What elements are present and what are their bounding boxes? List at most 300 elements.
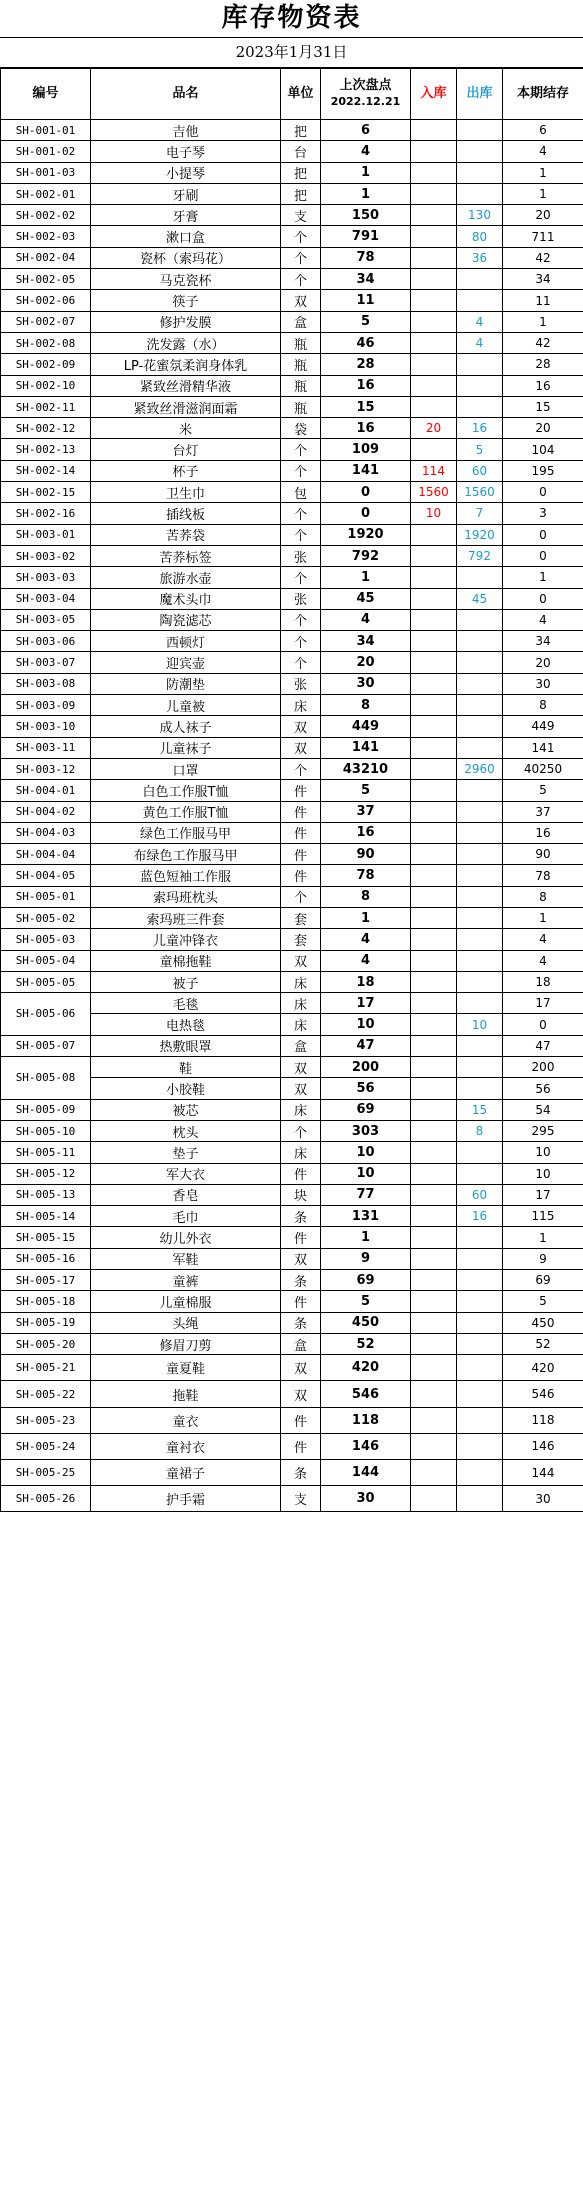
- item-code: SH-002-14: [1, 460, 91, 481]
- item-name: 筷子: [91, 290, 281, 311]
- item-balance: 141: [503, 737, 583, 758]
- table-row: [1, 205, 583, 226]
- item-code: SH-005-21: [1, 1355, 91, 1381]
- item-code: SH-003-09: [1, 695, 91, 716]
- item-code: SH-005-19: [1, 1312, 91, 1333]
- table-row: [1, 1355, 583, 1381]
- item-in: [411, 609, 457, 630]
- item-in: 114: [411, 460, 457, 481]
- item-in: [411, 780, 457, 801]
- item-out: [457, 162, 503, 183]
- item-opening: 8: [321, 695, 411, 716]
- item-balance: 20: [503, 205, 583, 226]
- table-row: [1, 120, 583, 141]
- item-balance: 34: [503, 631, 583, 652]
- item-unit: 张: [281, 588, 321, 609]
- item-name: 台灯: [91, 439, 281, 460]
- inventory-table: [0, 68, 583, 1512]
- item-balance: 78: [503, 865, 583, 886]
- item-in: [411, 844, 457, 865]
- item-unit: 个: [281, 460, 321, 481]
- item-out: 4: [457, 311, 503, 332]
- item-unit: 张: [281, 545, 321, 566]
- item-unit: 床: [281, 1099, 321, 1120]
- item-balance: 17: [503, 993, 583, 1014]
- item-code: SH-002-06: [1, 290, 91, 311]
- item-in: [411, 247, 457, 268]
- item-unit: 件: [281, 1407, 321, 1433]
- item-opening: 69: [321, 1099, 411, 1120]
- table-row: [1, 503, 583, 524]
- item-opening: 303: [321, 1120, 411, 1141]
- item-in: [411, 1014, 457, 1035]
- item-unit: 件: [281, 1291, 321, 1312]
- item-name: 童衣: [91, 1407, 281, 1433]
- item-in: [411, 205, 457, 226]
- item-in: [411, 588, 457, 609]
- table-row: [1, 1163, 583, 1184]
- item-name: 头绳: [91, 1312, 281, 1333]
- item-opening: 1: [321, 567, 411, 588]
- item-code: SH-002-08: [1, 332, 91, 353]
- item-balance: 16: [503, 822, 583, 843]
- table-row: [1, 1381, 583, 1407]
- item-in: [411, 971, 457, 992]
- item-unit: 双: [281, 1355, 321, 1381]
- item-balance: 47: [503, 1035, 583, 1056]
- item-code: SH-005-03: [1, 929, 91, 950]
- item-out: [457, 269, 503, 290]
- item-code: SH-003-12: [1, 758, 91, 779]
- item-name: 童夏鞋: [91, 1355, 281, 1381]
- item-in: [411, 673, 457, 694]
- item-opening: 200: [321, 1057, 411, 1078]
- item-out: 8: [457, 1120, 503, 1141]
- item-balance: 0: [503, 524, 583, 545]
- item-name: 陶瓷滤芯: [91, 609, 281, 630]
- item-out: 792: [457, 545, 503, 566]
- item-out: [457, 290, 503, 311]
- item-opening: 450: [321, 1312, 411, 1333]
- item-opening: 9: [321, 1248, 411, 1269]
- item-opening: 109: [321, 439, 411, 460]
- item-opening: 141: [321, 737, 411, 758]
- table-row: [1, 1248, 583, 1269]
- item-in: [411, 1099, 457, 1120]
- table-row: [1, 439, 583, 460]
- item-unit: 瓶: [281, 332, 321, 353]
- item-balance: 6: [503, 120, 583, 141]
- item-code: SH-004-05: [1, 865, 91, 886]
- item-balance: 195: [503, 460, 583, 481]
- item-name: 修眉刀剪: [91, 1333, 281, 1354]
- item-opening: 18: [321, 971, 411, 992]
- item-code: SH-005-12: [1, 1163, 91, 1184]
- item-in: [411, 1312, 457, 1333]
- table-row: [1, 780, 583, 801]
- item-in: [411, 822, 457, 843]
- item-in: [411, 332, 457, 353]
- table-row: [1, 886, 583, 907]
- item-opening: 546: [321, 1381, 411, 1407]
- table-row: [1, 673, 583, 694]
- item-code: SH-005-20: [1, 1333, 91, 1354]
- item-code: SH-005-05: [1, 971, 91, 992]
- item-in: [411, 758, 457, 779]
- table-row: [1, 226, 583, 247]
- item-balance: 42: [503, 332, 583, 353]
- item-unit: 把: [281, 183, 321, 204]
- item-in: [411, 290, 457, 311]
- table-row: [1, 1184, 583, 1205]
- item-balance: 420: [503, 1355, 583, 1381]
- item-in: [411, 1270, 457, 1291]
- table-row: [1, 1057, 583, 1078]
- item-name: 米: [91, 418, 281, 439]
- item-code: SH-002-12: [1, 418, 91, 439]
- item-code: SH-003-10: [1, 716, 91, 737]
- item-name: 卫生巾: [91, 482, 281, 503]
- header-unit: 单位: [281, 69, 321, 120]
- item-name: 漱口盒: [91, 226, 281, 247]
- item-name: 被子: [91, 971, 281, 992]
- item-out: [457, 1270, 503, 1291]
- item-code: SH-002-11: [1, 396, 91, 417]
- header-row: [1, 69, 583, 120]
- item-code: SH-002-04: [1, 247, 91, 268]
- item-out: [457, 396, 503, 417]
- item-out: 1920: [457, 524, 503, 545]
- item-out: [457, 950, 503, 971]
- item-name: 苦荞标签: [91, 545, 281, 566]
- item-opening: 47: [321, 1035, 411, 1056]
- table-row: [1, 162, 583, 183]
- item-unit: 条: [281, 1459, 321, 1485]
- item-name: 杯子: [91, 460, 281, 481]
- table-row: [1, 311, 583, 332]
- table-row: [1, 737, 583, 758]
- item-balance: 30: [503, 1486, 583, 1512]
- item-in: [411, 375, 457, 396]
- item-code: SH-002-15: [1, 482, 91, 503]
- item-in: [411, 120, 457, 141]
- item-code: SH-002-02: [1, 205, 91, 226]
- item-name: 插线板: [91, 503, 281, 524]
- item-code: SH-005-22: [1, 1381, 91, 1407]
- item-out: [457, 631, 503, 652]
- item-code: SH-005-02: [1, 907, 91, 928]
- item-opening: 792: [321, 545, 411, 566]
- table-row: [1, 1035, 583, 1056]
- item-name: 毛巾: [91, 1206, 281, 1227]
- item-out: [457, 1486, 503, 1512]
- item-name: 电子琴: [91, 141, 281, 162]
- item-balance: 17: [503, 1184, 583, 1205]
- item-name: 鞋: [91, 1057, 281, 1078]
- table-row: [1, 269, 583, 290]
- item-out: [457, 141, 503, 162]
- item-unit: 盒: [281, 311, 321, 332]
- item-out: [457, 1333, 503, 1354]
- item-name: 紧致丝滑滋润面霜: [91, 396, 281, 417]
- item-code: SH-002-03: [1, 226, 91, 247]
- item-name: 蓝色短袖工作服: [91, 865, 281, 886]
- item-out: [457, 567, 503, 588]
- item-name: 小提琴: [91, 162, 281, 183]
- item-balance: 11: [503, 290, 583, 311]
- item-code: SH-003-08: [1, 673, 91, 694]
- table-row: [1, 631, 583, 652]
- table-row: [1, 1486, 583, 1512]
- item-opening: 4: [321, 929, 411, 950]
- item-name: 童棉拖鞋: [91, 950, 281, 971]
- item-out: [457, 1057, 503, 1078]
- item-out: [457, 1407, 503, 1433]
- header-name: 品名: [91, 69, 281, 120]
- item-unit: 套: [281, 929, 321, 950]
- item-name: 幼儿外衣: [91, 1227, 281, 1248]
- item-name: 布绿色工作服马甲: [91, 844, 281, 865]
- item-opening: 8: [321, 886, 411, 907]
- item-balance: 20: [503, 652, 583, 673]
- sheet-date: 2023年1月31日: [0, 38, 583, 68]
- item-name: 防潮垫: [91, 673, 281, 694]
- item-unit: 条: [281, 1312, 321, 1333]
- item-opening: 1: [321, 183, 411, 204]
- item-out: [457, 120, 503, 141]
- item-balance: 18: [503, 971, 583, 992]
- item-unit: 个: [281, 631, 321, 652]
- item-in: [411, 1433, 457, 1459]
- item-opening: 10: [321, 1142, 411, 1163]
- item-name: 白色工作服T恤: [91, 780, 281, 801]
- item-opening: 11: [321, 290, 411, 311]
- item-name: 军鞋: [91, 1248, 281, 1269]
- item-balance: 8: [503, 695, 583, 716]
- item-in: [411, 311, 457, 332]
- item-code: SH-001-02: [1, 141, 91, 162]
- item-out: [457, 673, 503, 694]
- item-balance: 5: [503, 1291, 583, 1312]
- item-unit: 床: [281, 993, 321, 1014]
- table-row: [1, 1433, 583, 1459]
- item-unit: 个: [281, 609, 321, 630]
- item-in: [411, 993, 457, 1014]
- table-row: [1, 950, 583, 971]
- item-balance: 8: [503, 886, 583, 907]
- table-row: [1, 1120, 583, 1141]
- item-balance: 449: [503, 716, 583, 737]
- item-in: [411, 652, 457, 673]
- item-code: SH-003-06: [1, 631, 91, 652]
- item-balance: 104: [503, 439, 583, 460]
- item-opening: 144: [321, 1459, 411, 1485]
- item-out: 15: [457, 1099, 503, 1120]
- item-name: 瓷杯（索玛花）: [91, 247, 281, 268]
- item-balance: 20: [503, 418, 583, 439]
- item-code: SH-005-24: [1, 1433, 91, 1459]
- item-unit: 个: [281, 269, 321, 290]
- item-unit: 个: [281, 226, 321, 247]
- item-unit: 件: [281, 1227, 321, 1248]
- table-row: [1, 1291, 583, 1312]
- item-out: 60: [457, 1184, 503, 1205]
- header-in: 入库: [411, 69, 457, 120]
- item-balance: 115: [503, 1206, 583, 1227]
- table-row: [1, 482, 583, 503]
- item-name: 成人袜子: [91, 716, 281, 737]
- header-code: 编号: [1, 69, 91, 120]
- item-unit: 支: [281, 1486, 321, 1512]
- item-opening: 16: [321, 418, 411, 439]
- item-code: SH-005-26: [1, 1486, 91, 1512]
- item-balance: 69: [503, 1270, 583, 1291]
- item-unit: 件: [281, 1163, 321, 1184]
- item-unit: 双: [281, 1057, 321, 1078]
- item-code: SH-005-17: [1, 1270, 91, 1291]
- item-out: [457, 993, 503, 1014]
- item-unit: 台: [281, 141, 321, 162]
- item-unit: 件: [281, 822, 321, 843]
- item-code: SH-005-07: [1, 1035, 91, 1056]
- item-unit: 盒: [281, 1333, 321, 1354]
- item-unit: 块: [281, 1184, 321, 1205]
- item-balance: 30: [503, 673, 583, 694]
- item-opening: 1: [321, 1227, 411, 1248]
- item-balance: 28: [503, 354, 583, 375]
- header-opening-date: 2022.12.21: [330, 95, 401, 108]
- item-in: [411, 1248, 457, 1269]
- item-code: SH-003-03: [1, 567, 91, 588]
- item-balance: 1: [503, 183, 583, 204]
- item-opening: 78: [321, 247, 411, 268]
- item-balance: 4: [503, 929, 583, 950]
- item-unit: 个: [281, 758, 321, 779]
- item-code: SH-002-09: [1, 354, 91, 375]
- table-row: [1, 183, 583, 204]
- item-in: [411, 269, 457, 290]
- table-row: [1, 1270, 583, 1291]
- item-in: [411, 1142, 457, 1163]
- item-unit: 个: [281, 247, 321, 268]
- item-in: [411, 631, 457, 652]
- item-name: 垫子: [91, 1142, 281, 1163]
- item-out: 10: [457, 1014, 503, 1035]
- item-unit: 个: [281, 567, 321, 588]
- item-unit: 条: [281, 1206, 321, 1227]
- table-row: [1, 1142, 583, 1163]
- item-balance: 295: [503, 1120, 583, 1141]
- item-name: 香皂: [91, 1184, 281, 1205]
- item-name: 童裙子: [91, 1459, 281, 1485]
- item-balance: 144: [503, 1459, 583, 1485]
- item-in: [411, 1206, 457, 1227]
- item-name: 牙刷: [91, 183, 281, 204]
- item-name: 儿童棉服: [91, 1291, 281, 1312]
- item-in: [411, 1078, 457, 1099]
- item-opening: 34: [321, 631, 411, 652]
- item-opening: 30: [321, 1486, 411, 1512]
- item-code: SH-005-16: [1, 1248, 91, 1269]
- table-row: [1, 588, 583, 609]
- item-unit: 套: [281, 907, 321, 928]
- item-unit: 盒: [281, 1035, 321, 1056]
- item-opening: 77: [321, 1184, 411, 1205]
- item-in: [411, 716, 457, 737]
- item-name: 旅游水壶: [91, 567, 281, 588]
- item-code: SH-004-02: [1, 801, 91, 822]
- item-unit: 把: [281, 120, 321, 141]
- table-row: [1, 460, 583, 481]
- item-name: 儿童袜子: [91, 737, 281, 758]
- item-opening: 0: [321, 482, 411, 503]
- item-code: SH-003-11: [1, 737, 91, 758]
- item-balance: 1: [503, 162, 583, 183]
- item-code: SH-005-09: [1, 1099, 91, 1120]
- item-unit: 条: [281, 1270, 321, 1291]
- item-out: 36: [457, 247, 503, 268]
- item-in: [411, 141, 457, 162]
- item-name: LP-花蜜氛柔润身体乳: [91, 354, 281, 375]
- item-in: [411, 801, 457, 822]
- item-in: [411, 695, 457, 716]
- table-row: [1, 1459, 583, 1485]
- item-balance: 56: [503, 1078, 583, 1099]
- item-code: SH-002-07: [1, 311, 91, 332]
- item-in: 20: [411, 418, 457, 439]
- table-row: [1, 716, 583, 737]
- item-name: 儿童冲锋衣: [91, 929, 281, 950]
- item-unit: 双: [281, 1248, 321, 1269]
- item-out: 7: [457, 503, 503, 524]
- item-opening: 141: [321, 460, 411, 481]
- item-opening: 5: [321, 311, 411, 332]
- item-opening: 10: [321, 1163, 411, 1184]
- item-opening: 1: [321, 907, 411, 928]
- item-out: [457, 801, 503, 822]
- item-balance: 1: [503, 311, 583, 332]
- item-balance: 90: [503, 844, 583, 865]
- item-balance: 4: [503, 609, 583, 630]
- item-out: [457, 1035, 503, 1056]
- table-row: [1, 1333, 583, 1354]
- item-unit: 件: [281, 801, 321, 822]
- item-name: 童裤: [91, 1270, 281, 1291]
- item-name: 热敷眼罩: [91, 1035, 281, 1056]
- item-code: SH-005-18: [1, 1291, 91, 1312]
- table-row: [1, 545, 583, 566]
- table-row: [1, 1312, 583, 1333]
- item-out: [457, 737, 503, 758]
- item-name: 修护发膜: [91, 311, 281, 332]
- item-balance: 450: [503, 1312, 583, 1333]
- item-unit: 双: [281, 737, 321, 758]
- item-opening: 6: [321, 120, 411, 141]
- item-out: [457, 1227, 503, 1248]
- item-opening: 449: [321, 716, 411, 737]
- item-opening: 4: [321, 609, 411, 630]
- item-code: SH-003-07: [1, 652, 91, 673]
- item-out: [457, 844, 503, 865]
- item-opening: 118: [321, 1407, 411, 1433]
- item-name: 护手霜: [91, 1486, 281, 1512]
- item-out: [457, 652, 503, 673]
- item-name: 绿色工作服马甲: [91, 822, 281, 843]
- item-code: SH-003-04: [1, 588, 91, 609]
- item-unit: 包: [281, 482, 321, 503]
- item-name: 洗发露（水）: [91, 332, 281, 353]
- item-unit: 支: [281, 205, 321, 226]
